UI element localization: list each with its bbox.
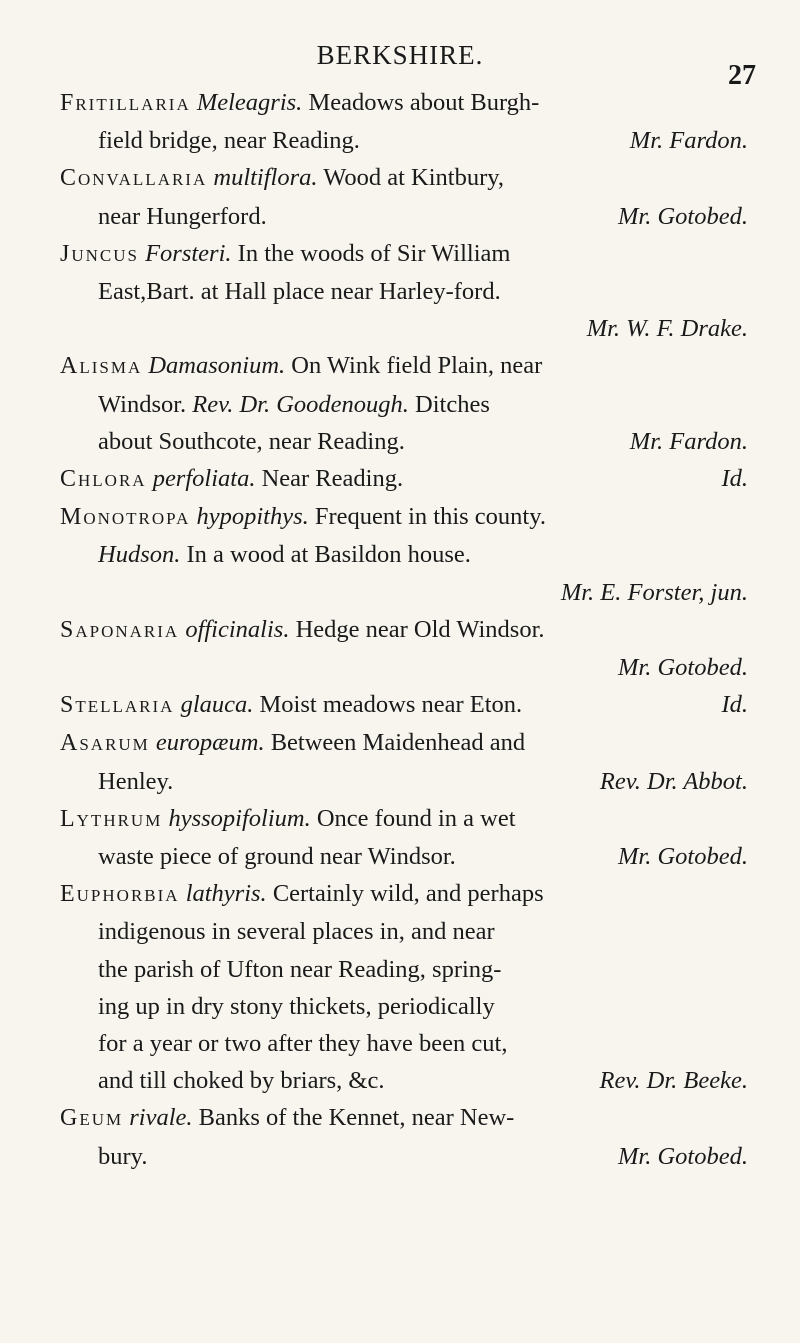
entry-stellaria [60,686,750,724]
entry-continuation-line [60,198,750,235]
locality-text: Wood at Kintbury, [323,164,505,192]
entry-alisma [60,347,750,460]
genus-name: Juncus [60,240,139,267]
genus-name: Asarum [60,730,150,757]
genus-name: Stellaria [60,692,175,719]
entry-continuation-line [60,1062,750,1099]
species-name: hypopithys. [196,503,309,531]
entry-continuation-line [60,763,750,800]
entry-first-line [60,84,750,122]
entry-chlora [60,460,750,498]
species-name: officinalis. [185,615,290,643]
entry-first-line [60,724,750,762]
locality-text: Certainly wild, and perhaps [272,880,544,908]
species-name: glauca. [180,691,254,719]
entry-continuation-line [60,838,750,875]
genus-name: Euphorbia [60,881,180,908]
locality-text: Meadows about Burgh- [308,89,540,116]
entry-saponaria [60,611,750,686]
species-name: rivale. [129,1104,193,1132]
page-number: 27 [728,60,756,91]
entry-monotropa [60,498,750,611]
entry-euphorbia [60,875,750,1099]
authority: Mr. Fardon. [629,127,748,155]
species-name: Meleagris. [196,89,303,116]
species-name: multiflora. [213,164,318,192]
entry-first-line [60,611,750,649]
entry-first-line [60,1099,750,1137]
entry-lythrum [60,800,750,875]
authority: Mr. Gotobed. [618,654,748,682]
entry-continuation-line [60,423,750,460]
entry-geum [60,1099,750,1174]
authority: Mr. W. F. Drake. [586,315,748,343]
entry-first-line [60,498,750,536]
running-head: BERKSHIRE. [316,40,484,70]
entry-continuation-line: indigenous in several places in, and near [98,918,495,946]
locality-text: bury. [98,1142,148,1170]
entry-first-line [60,347,750,385]
locality-text: Frequent in this county. [314,503,547,531]
genus-name: Convallaria [60,165,208,192]
locality-text: Near Reading. [261,465,404,493]
authority: Id. [721,465,748,493]
entry-asarum [60,724,750,799]
locality-text: Windsor. [98,390,187,418]
authority: Mr. Gotobed. [618,1142,748,1170]
entry-first-line [60,460,750,498]
genus-name: Fritillaria [60,90,191,116]
locality-text: Banks of the Kennet, near New- [198,1104,515,1132]
genus-name: Lythrum [60,805,163,832]
species-name: Forsteri. [145,239,232,267]
entry-continuation-line [60,122,750,159]
locality-text: about Southcote, near Reading. [98,427,405,455]
locality-text: field bridge, near Reading. [98,127,360,155]
entry-continuation-line [60,386,750,423]
entry-continuation-line: East,Bart. at Hall place near Harley-ford. [98,278,501,306]
species-name: lathyris. [185,880,267,908]
locality-text: waste piece of ground near Windsor. [98,843,456,871]
genus-name: Saponaria [60,616,180,643]
locality-text: and till choked by briars, &c. [98,1067,385,1095]
entry-convallaria [60,159,750,234]
entry-continuation-line [60,1138,750,1175]
authority: Rev. Dr. Goodenough. [192,390,409,418]
locality-text: Hedge near Old Windsor. [295,615,545,643]
entries-list [60,84,750,1175]
entry-first-line [60,235,750,273]
locality-text: Ditches [415,390,490,418]
entry-juncus [60,235,750,348]
authority: Rev. Dr. Abbot. [599,767,748,795]
locality-text: Moist meadows near Eton. [259,691,523,719]
locality-text: Between Maidenhead and [270,729,526,757]
locality-text: On Wink field Plain, near [291,352,543,380]
locality-text: In the woods of Sir William [237,239,511,267]
species-name: Damasonium. [148,352,286,380]
authority: Mr. Gotobed. [618,202,748,230]
entry-continuation-line: the parish of Ufton near Reading, spring- [98,955,502,983]
species-name: perfoliata. [152,465,256,493]
entry-first-line [60,875,750,913]
entry-fritillaria [60,84,750,159]
genus-name: Monotropa [60,504,191,531]
authority: Mr. Gotobed. [618,843,748,871]
authority: Mr. Fardon. [629,427,748,455]
entry-first-line [60,686,750,724]
authority: Mr. E. Forster, jun. [560,578,748,606]
entry-first-line [60,800,750,838]
genus-name: Chlora [60,466,147,493]
authority: Hudson. [98,541,181,569]
locality-text: In a wood at Basildon house. [186,541,471,569]
locality-text: near Hungerford. [98,202,267,230]
entry-continuation-line: for a year or two after they have been cut, [98,1030,508,1058]
entry-first-line [60,159,750,197]
species-name: europæum. [155,729,265,757]
entry-continuation-line [60,536,750,573]
authority: Id. [721,691,748,719]
entry-continuation-line: ing up in dry stony thickets, periodically [98,992,495,1020]
locality-text: Once found in a wet [316,804,516,832]
genus-name: Geum [60,1105,124,1132]
authority: Rev. Dr. Beeke. [599,1067,748,1095]
genus-name: Alisma [60,353,143,380]
species-name: hyssopifolium. [168,804,311,832]
locality-text: Henley. [98,767,174,795]
